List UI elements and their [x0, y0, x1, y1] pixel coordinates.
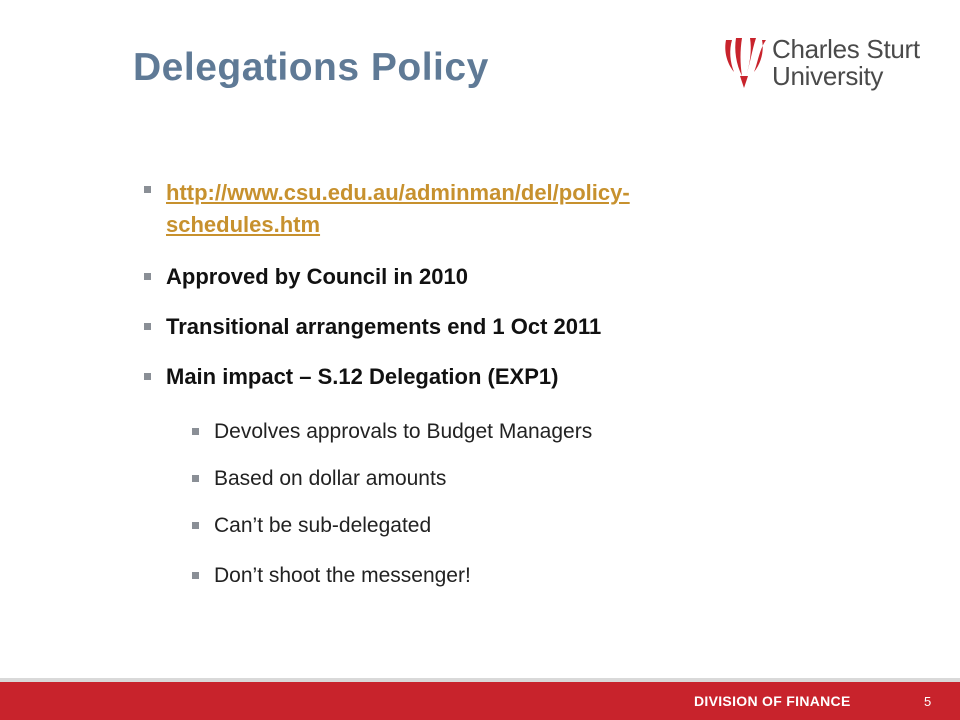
bullet-impact: Main impact – S.12 Delegation (EXP1): [166, 364, 559, 389]
bullet-marker: [144, 373, 151, 380]
policy-link-line2: schedules.htm: [166, 212, 321, 237]
sub-bullet-marker: [192, 428, 199, 435]
logo-text-line1: Charles Sturt: [772, 34, 920, 64]
sub-bullet-marker: [192, 522, 199, 529]
bullet-marker: [144, 273, 151, 280]
sub-bullet-marker: [192, 572, 199, 579]
bullet-transitional: Transitional arrangements end 1 Oct 2011: [166, 314, 602, 339]
footer-bar: [0, 682, 960, 720]
logo-text-line2: University: [772, 61, 884, 91]
sub-bullet-marker: [192, 475, 199, 482]
policy-link-item: [166, 177, 630, 241]
sub-bullet-item: Can’t be sub-delegated: [214, 514, 432, 537]
bullet-marker: [144, 186, 151, 193]
bullet-approved: Approved by Council in 2010: [166, 264, 468, 289]
footer-label: DIVISION OF FINANCE: [694, 693, 851, 709]
university-logo: [720, 36, 930, 94]
bullet-marker: [144, 323, 151, 330]
policy-link-line1: http://www.csu.edu.au/adminman/del/policy-: [166, 180, 630, 205]
sub-bullet-item: Don’t shoot the messenger!: [214, 564, 471, 587]
slide-title: Delegations Policy: [133, 46, 489, 89]
policy-link[interactable]: [166, 180, 630, 237]
logo-mark-icon: [720, 36, 768, 90]
sub-bullet-item: Based on dollar amounts: [214, 467, 447, 490]
page-number: 5: [924, 694, 932, 709]
sub-bullet-item: Devolves approvals to Budget Managers: [214, 420, 593, 443]
